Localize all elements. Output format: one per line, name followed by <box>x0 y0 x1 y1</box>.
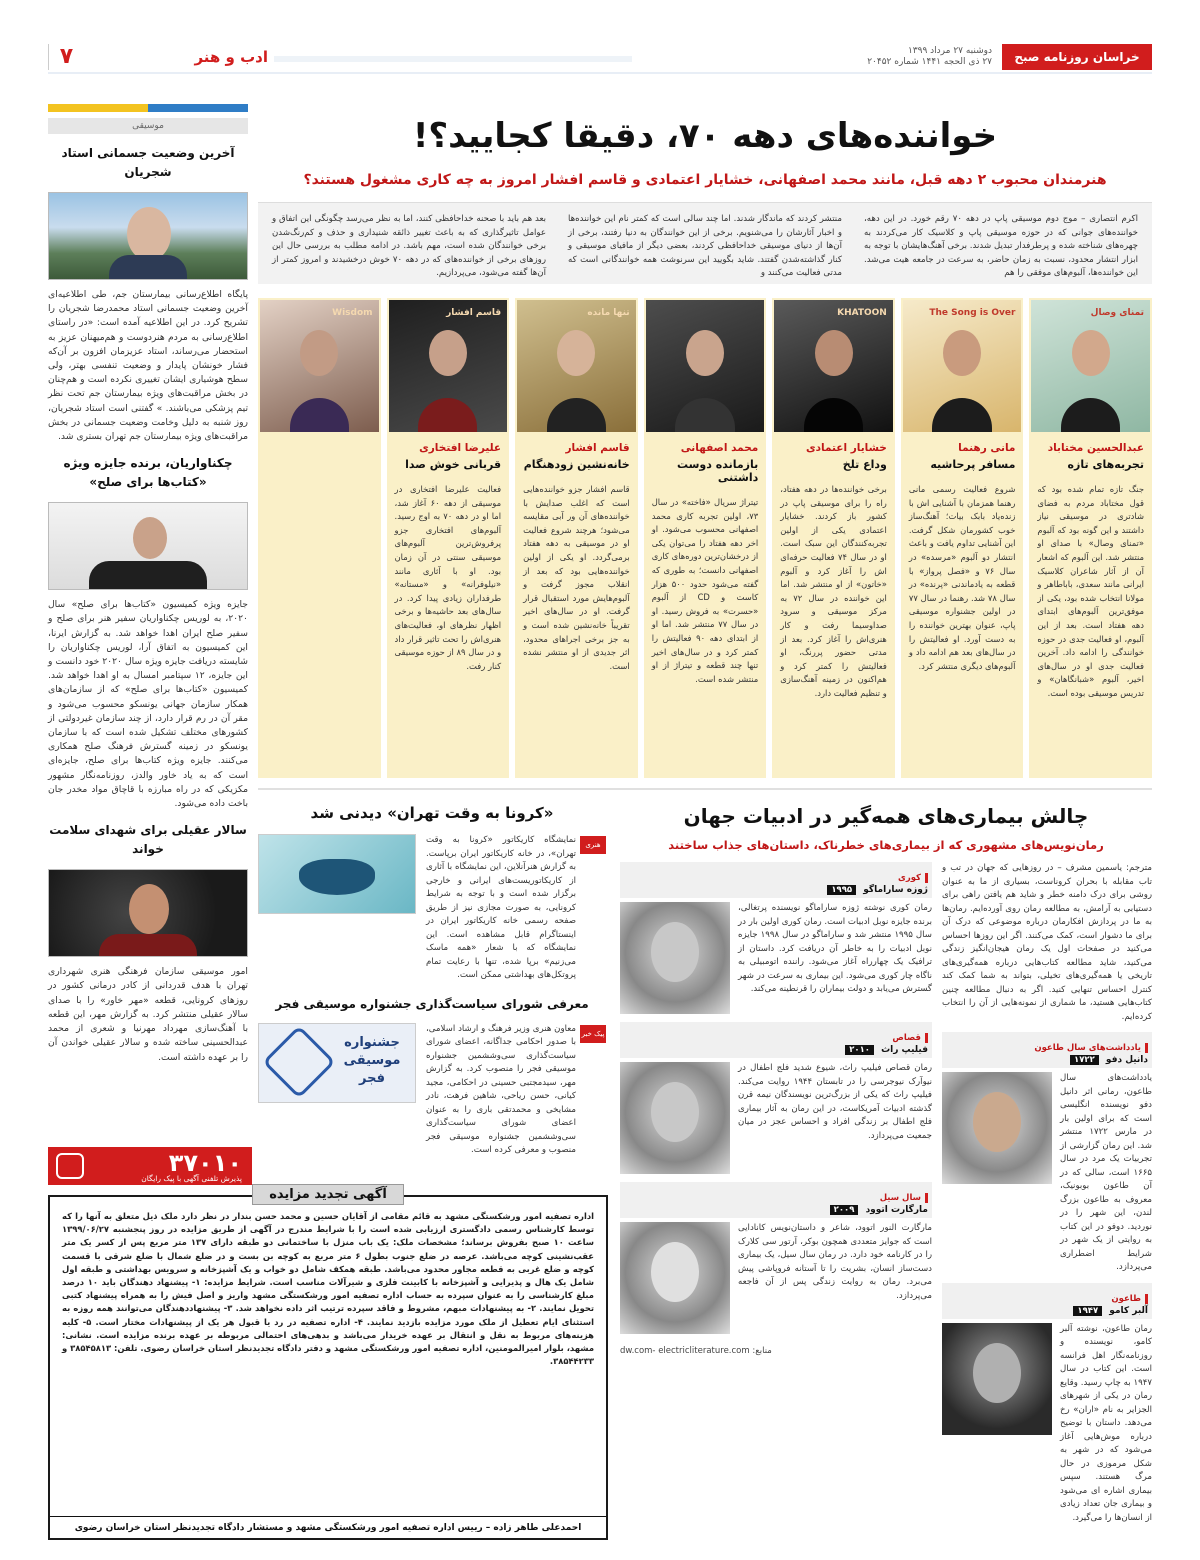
fajr-council-title[interactable]: معرفی شورای سیاست‌گذاری جشنواره موسیقی فجر <box>275 996 589 1011</box>
book-author-name: دانیل دفو <box>1105 1055 1148 1065</box>
telephone-icon <box>56 1153 84 1179</box>
singer-headline: خانه‌نشین زودهنگام <box>523 458 630 471</box>
literature-right-column <box>942 862 1152 1522</box>
story-shajarian-body: پایگاه اطلاع‌رسانی بیمارستان جم، طی اطلاعیه‌ای آخرین وضعیت جسمانی استاد محمدرضا شجریان را تشریح کرد. در این اطلاعیه آمده است: «در راستای اطلاع‌رسانی به مردم هنردوست و هم‌میهنان عزیز به استحضار می‌رساند، استاد عزیزمان افزون بر آن‌که فشار خونشان پایدار و وضعیت تنفسی بهتر، ولی سطح هوشیاری ایشان تغییری نکرده است و هم‌چنان در بخش مراقبت‌های ویژه بیمارستان جم تحت نظر تیم پزشکی می‌باشند. » گفتنی است استاد شجریان، روز شنبه به دلیل وخامت وضعیت جسمانی در بخش مراقبت‌های ویژه بیمارستان جم تهران بستری شد. <box>48 289 248 443</box>
book-description: مارگارت النور اتوود، شاعر و داستان‌نویس کانادایی است که جوایز متعددی همچون بوکر، آرتور سی کلارک را در کارنامه خود دارد. در رمان سال سیل، یک بیماری دست‌ساز انسان، بشریت را تا آستانه فروپاشی پیش می‌برد. رمان به روایت زندگی پس از آن فاجعه می‌پردازد. <box>738 1223 932 1301</box>
literature-subhead: رمان‌نویس‌های مشهوری که از بیماری‌های خطرناک، داستان‌های جذاب ساختند <box>668 838 1104 852</box>
literature-source: منابع: dw.com- electricliterature.com <box>620 1346 772 1356</box>
book-title: یادداشت‌های سال طاعون <box>1034 1043 1148 1053</box>
book-year: ۱۹۹۵ <box>827 885 856 895</box>
phone-ad-subtext: پذیرش تلفنی آگهی با پیک رایگان <box>141 1174 242 1183</box>
book-author-name: مارگارت اتوود <box>865 1205 928 1215</box>
roth-portrait <box>620 1062 730 1174</box>
book-entry[interactable] <box>620 862 932 1014</box>
fajr-council-text: معاون هنری وزیر فرهنگ و ارشاد اسلامی، با صدور احکامی جداگانه، اعضای شورای سیاست‌گذاری سی‌وششمین جشنواره موسیقی فجر را منصوب کرد. به گزارش مهر، سیدمجتبی حسینی در احکامی، مجید کیانی، حسن ریاحی، شاهین فرهت، نادر مشایخی و محمدتقی باری را به عنوان اعضای شورای سیاست‌گذاری سی‌وششمین جشنواره موسیقی فجر منصوب و معرفی کرده است. <box>426 1023 576 1155</box>
singer-card[interactable] <box>901 298 1024 778</box>
singer-headline: قربانی خوش صدا <box>405 458 502 471</box>
book-entry-content <box>942 1323 1152 1526</box>
story-aghili-body: امور موسیقی سازمان فرهنگی هنری شهرداری تهران با هدف قدردانی از کادر درمانی کشور در روزهای کرونایی، قطعه «مهر خاور» را با صدای سالار عقیلی منتشر کرد. به گزارش مهر، این قطعه با آهنگ‌سازی مهرداد مهرنیا و شعری از محمد عبدالحسینی ساخته شده و سالار عقیلی خواندن آن را بر عهده داشته است. <box>48 966 248 1063</box>
phone-ad-number: ۳۷۰۱۰ <box>168 1149 242 1177</box>
singer-body: تیتراژ سریال «فاخته» در سال ۷۳، اولین تجربه کاری محمد اصفهانی محسوب می‌شود. او اخر دهه هفتاد را می‌توان یکی از درخشان‌ترین دوره‌های کاری اصفهانی دانست؛ به طوری که گفته می‌شود حدود ۵۰۰ هزار کاست و CD از آلبوم «حسرت» به فروش رسید. او در سال ۷۷ منتشر شد. اما او از ابتدای دهه ۹۰ فعالیتش را کمتر کرد و در سال‌های اخیر تنها چند قطعه و تیتراژ از او منتشر شده است. <box>651 497 759 684</box>
book-entry-header <box>942 1283 1152 1319</box>
singer-name: عبدالحسین مختاباد <box>1047 442 1144 454</box>
singer-body: قاسم افشار جزو خواننده‌هایی است که اغلب صدایش با خواننده‌های آن ور آبی مقایسه می‌شود؛ هرچند شروع فعالیت او در موسیقی به دهه هفتاد برمی‌گردد. او یکی از اولین خواننده‌هایی بود که بعد از انقلاب مجوز گرفت و آلبوم‌هایش مورد استقبال قرار گرفت. او در سال‌های اخیر تقریباً خانه‌نشین شده است و به جز برخی اجراهای محدود، اثر جدیدی از او منتشر نشده است. <box>523 484 630 671</box>
singer-body: برخی خواننده‌ها در دهه هفتاد، راه را برای موسیقی پاپ در کشور باز کردند. خشایار اعتمادی یکی از اولین تجربه‌کنندگان این سبک است. او در سال ۷۴ فعالیت حرفه‌ای اش را آغاز کرد و آلبوم «خاتون» از او منتشر شد. اما این خواننده در سال ۷۲ به مرکز موسیقی و سرود صداوسیما رفت و کار هنری‌اش را آغاز کرد. بعد از مدتی حضور پررنگ، او فعالیتش را کمتر کرد و هم‌اکنون در زمینه آهنگ‌سازی و تنظیم فعالیت دارد. <box>780 484 887 698</box>
book-entry[interactable] <box>942 1032 1152 1275</box>
singer-body: فعالیت علیرضا افتخاری در موسیقی از دهه ۶۰ آغاز شد، اما او در دهه ۷۰ به اوج رسید. آلبوم‌های افتخاری جزو پرفروش‌ترین آلبوم‌های موسیقی سنتی در آن زمان بود. او با آثاری مانند «نیلوفرانه» و «مستانه» طرفداران زیادی پیدا کرد. در سال‌های بعد حاشیه‌ها و برخی اظهار نظرهای او، فعالیت‌های هنری‌اش را تحت تاثیر قرار داد و در سال ۸۹ از حوزه موسیقی کنار رفت. <box>394 484 502 671</box>
page-header <box>48 44 1152 90</box>
intro-paragraph: بعد هم باید با صحنه خداحافظی کنند، اما به نظر می‌رسد چگونگی این اتفاق و عوامل تاثیرگذاری که به باعث تغییر ذائقه شنیداری و حذف و کم‌رنگ‌شدن برخی خوانندگان شده است، مهم باشد. در ادامه مطلب به بررسی حال این روزهای برخی از خواننده‌های که در دهه ۷۰ خوش درخشیدند و امروز کمتر از آن‌ها گفته می‌شود، می‌پردازیم. <box>272 214 546 278</box>
auction-ad-signature: احمدعلی طاهر زاده – رییس اداره تصفیه امور ورشکستگی مشهد و مستشار دادگاه تجدیدنظر استان خراسان رضوی <box>50 1516 606 1538</box>
corona-exhibit-text: نمایشگاه کاریکاتور «کرونا به وقت تهران»، در خانه کاریکاتور ایران برپاست. به گزارش هنرآنلاین، این نمایشگاه با آثاری از کاریکاتوریست‌های ایرانی و خارجی برگزار شده است و با توجه به شرایط کرونایی، به صورت مجازی نیز از طریق صفحه رسمی خانه کاریکاتور ایران در اینستاگرام قابل مشاهده است. این نمایشگاه که با شعار «همه ماسک می‌زنیم» برپا شده، تنها با رعایت تمام پروتکل‌های بهداشتی ممکن است. <box>426 835 576 980</box>
auction-ad-body: اداره تصفیه امور ورشکستگی مشهد به قائم مقامی از آقایان حسین و محمد حسن بندار در نظر دارد ملک ذیل متعلق به آنها را که توسط کارشناس رسمی دادگستری ارزیابی شده است را با شرایط مندرج در آگهی از طریق مزایده در روز پنجشنبه ۱۳۹۹/۰۶/۲۷ ساعت ۱۰ صبح بفروش برساند؛ مشخصات ملک: یک باب منزل با ساختمانی دو طبقه دارای ۱۳۷ متر مربع پس از کسر یک متر عقب‌نشینی کوچه می‌باشد. عرصه در ضلع جنوب بطول ۶ متر مربع به کوچه بن بست و در ضلع شمال با ضلع شرقی با قسمت کوچه و ضلع غربی به قطعه مجاور محدود می‌باشد. طبقه همکف شامل دو خواب و یک آشپزخانه و سرویس بهداشتی و طبقه اول شامل یک هال و پذیرایی و آشپزخانه با کابینت فلزی و شیرآلات مناسب است. شرایط مزایده: ۱- پیشنهاد دهندگان باید ۱۰ درصد مبلغ کارشناسی را به عنوان سپرده به حساب اداره تصفیه امور ورشکستگی مشهد واریز و اصل فیش را به همراه پیشنهاد کتبی تحویل نمایند. ۲- به پیشنهادات مبهم، مشروط و فاقد سپرده ترتیب اثر داده نخواهد شد. ۳- پیشنهاددهندگان می‌توانند همه روزه به استثنای ایام تعطیل از ملک مورد مزایده بازدید نمایند. ۴- اداره تصفیه در رد یا قبول هر یک از پیشنهادات مختار است. ۵- کلیه هزینه‌های مربوط به نقل و انتقال بر عهده خریدار می‌باشد و بدهی‌های احتمالی مربوطه بر عهده برنده مزایده است. نشانی: مشهد، بلوار امیرالمومنین، اداره تصفیه امور ورشکستگی مشهد و دفتر دادگاه تجدیدنظر استان خراسان رضوی. تلفن: ۳۸۵۴۵۸۱۳ و ۳۸۵۴۴۲۳۳. <box>62 1211 595 1367</box>
literature-intro: مترجم: یاسمین مشرف – در روزهایی که جهان در تب و تاب مقابله با بحران کروناست، بسیاری از ما به عنوان روشی برای درک دامنه خطر و شاید هم یافتن راهی برای دستیابی به آرامش، به مطالعه رمان روی آورده‌ایم. رمان‌ها به ما در پردازش افکارمان درباره موضوعی که درک آن برای ما دشوار است، کمک می‌کنند. اگر این روزها احساس می‌کنید در صفحات اول یک رمان هیجان‌انگیز زندگی می‌کنید، شاید مطالعه کتاب‌هایی درباره همه‌گیری‌های تاریخی یا همه‌گیری‌های تخیلی، بتواند به شما کمک کند کنترل احساس تنهایی کنید. اگر به دنبال مطالعه چنین کتاب‌هایی هستید، ما شماری از نمونه‌هایی از آن را انتخاب کرده‌ایم. <box>942 863 1152 1022</box>
singer-headline <box>258 444 381 452</box>
album-cover-title: قاسم افشار <box>446 308 502 318</box>
auction-ad-header <box>50 1187 606 1202</box>
camus-portrait <box>942 1323 1052 1435</box>
main-feature <box>258 104 1152 284</box>
sidebar-tag: موسیقی <box>48 118 248 134</box>
album-cover-title: The Song is Over <box>929 308 1016 318</box>
book-entry[interactable] <box>620 1022 932 1174</box>
singer-name: مانی رهنما <box>958 442 1016 454</box>
aghili-photo <box>48 869 248 957</box>
main-headline[interactable]: خواننده‌های دهه ۷۰، دقیقا کجایید؟! <box>412 116 998 156</box>
book-year: ۲۰۰۹ <box>830 1205 859 1215</box>
newspaper-brand[interactable]: خراسان روزنامه صبح ایران <box>1002 44 1152 70</box>
singer-name: علیرضا افتخاری <box>419 442 502 454</box>
mask-poster-image <box>258 834 416 914</box>
book-entry-header <box>942 1032 1152 1068</box>
fajr-emblem-icon <box>262 1025 336 1099</box>
shajarian-photo <box>48 192 248 280</box>
book-author <box>624 885 928 895</box>
fajr-logo-text: جشنواره موسیقی فجر <box>343 1034 401 1086</box>
book-title: طاعون <box>1111 1294 1148 1304</box>
news-tag: هنری <box>580 836 606 854</box>
intro-box <box>258 202 1152 284</box>
book-entry-header <box>620 1022 932 1058</box>
album-cover <box>1031 300 1150 432</box>
book-entry-header <box>620 862 932 898</box>
album-cover-title: Wisdom <box>332 308 373 318</box>
date-line-2: ۲۷ ذی الحجه ۱۴۴۱ شماره ۲۰۴۵۲ <box>867 57 992 67</box>
book-year: ۲۰۱۰ <box>845 1045 874 1055</box>
singer-card[interactable] <box>387 298 510 778</box>
album-cover <box>260 300 379 432</box>
singer-headline: تجربه‌های تازه <box>1067 458 1144 471</box>
singer-card[interactable] <box>772 298 895 778</box>
album-cover-title: تمنای وصال <box>1090 308 1144 318</box>
book-author <box>946 1306 1148 1316</box>
album-cover <box>774 300 893 432</box>
intro-paragraph: منتشر کردند که ماندگار شدند. اما چند سالی است که کمتر نام این خواننده‌ها و اخبار آثارشان را می‌شنویم. برخی از این خوانندگان به دنیا رفتند، برخی از آن‌ها از دنیای موسیقی خداحافظی کردند، بعضی دیگر از مافیای موسیقی و کنار گذاشته‌شدن گفتند. شاید بگویید این سرنوشت همه خوانندگانی است که مدتی فعالیت می‌کنند و <box>568 214 842 278</box>
singer-body: جنگ تازه تمام شده بود که قول مختاباد مردم به فضای شادتری در موسیقی نیاز داشتند و این گونه بود که آلبوم «تمنای وصال» با صدای او منتشر شد. این آلبوم که اشعار آن از آثار شاعران کلاسیک ایرانی مانند سعدی، باباطاهر و مولانا انتخاب شده بود، یکی از موفق‌ترین آلبوم‌های ابتدای دهه هفتاد است. بعد از این آلبوم، او فعالیت جدی در حوزه خوانندگی را ادامه داد. آخرین فعالیت جدی او در سال‌های اخیر، آلبوم «شبانگاهان» و تدریس موسیقی بوده است. <box>1037 484 1144 698</box>
header-rule <box>274 56 632 62</box>
album-cover <box>517 300 636 432</box>
book-entry-content <box>620 902 932 1014</box>
fajr-festival-logo <box>258 1023 416 1103</box>
book-author <box>624 1045 928 1055</box>
singer-name: محمد اصفهانی <box>680 442 759 454</box>
story-checknavarian-title[interactable]: چکناواریان، برنده جایزه ویژه «کتاب‌ها برای صلح» <box>63 456 233 490</box>
section-title: ادب و هنر <box>194 48 268 66</box>
book-description: رمان کوری نوشته ژوزه ساراماگو نویسنده پرتغالی، برنده جایزه نوبل ادبیات است. رمان کوری اولین بار در سال ۱۹۹۵ منتشر شد و ساراماگو در سال ۱۹۹۸ جایزه نوبل ادبیات را به خاطر آن دریافت کرد. داستان از ترافیک یک چهارراه آغاز می‌شود. راننده اتومبیلی به ناگاه چار کوری می‌شود. این بیماری به سرعت در شهر گسترش می‌یابد و دولت بیماران را قرنطینه می‌کند. <box>738 903 932 994</box>
album-cover-title: KHATOON <box>837 308 887 318</box>
defoe-portrait <box>942 1072 1052 1184</box>
auction-ad[interactable] <box>48 1187 608 1540</box>
album-cover <box>389 300 508 432</box>
book-entry[interactable] <box>942 1283 1152 1526</box>
phone-ad-banner[interactable] <box>48 1147 252 1185</box>
literature-headline[interactable]: چالش بیماری‌های همه‌گیر در ادبیات جهان <box>683 804 1089 828</box>
album-cover-title: تنها مانده <box>587 308 630 318</box>
book-description: رمان طاعون، نوشته آلبر کامو، نویسنده و روزنامه‌نگار اهل فرانسه است. این کتاب در سال ۱۹۴۷ به چاپ رسید. وقایع رمان در یکی از شهرهای الجزایر به نام «اران» رخ می‌دهد. داستان با توضیح درباره موش‌هایی آغاز می‌شود که در شهر به شکل مرموزی در حال مرگ هستند. سپس بیماری اشاره ای می‌شود و بیماری جان تعداد زیادی از انسان‌ها را می‌گیرد. <box>1060 1323 1152 1523</box>
book-entry[interactable] <box>620 1182 932 1334</box>
story-aghili-title[interactable]: سالار عقیلی برای شهدای سلامت خواند <box>49 823 247 857</box>
intro-paragraph: اکرم انتصاری – موج دوم موسیقی پاپ در دهه ۷۰ رقم خورد. در این دهه، خواننده‌های جوانی که در حوزه موسیقی پاپ و کلاسیک کار می‌کردند به چهره‌های شناخته شده و پرطرفدار تبدیل شدند. برخی آهنگ‌هایشان با توجه به ابزار انتشار محدود، نسبت به زمان حاضر، به سرعت در جامعه هیت می‌شد. این خواننده‌ها، آلبوم‌های موفقی را هم <box>864 214 1138 278</box>
date-line-1: دوشنبه ۲۷ مرداد ۱۳۹۹ <box>907 46 992 56</box>
singer-name: قاسم افشار <box>565 442 630 454</box>
corona-exhibit-row <box>258 834 606 983</box>
singer-body <box>258 452 381 778</box>
album-cover <box>646 300 765 432</box>
news-tag: پیک خبر <box>580 1025 606 1043</box>
singer-card[interactable] <box>258 298 381 778</box>
news-column <box>258 800 606 1170</box>
book-author <box>624 1205 928 1215</box>
book-entry-content <box>942 1072 1152 1275</box>
singer-name <box>258 432 381 444</box>
book-entry-content <box>620 1062 932 1174</box>
singer-headline: بازمانده دوست داشتنی <box>676 458 759 484</box>
singers-grid <box>258 298 1152 778</box>
book-author-name: آلبر کامو <box>1109 1305 1148 1316</box>
story-checknavarian-body: جایزه ویژه کمیسیون «کتاب‌ها برای صلح» سال ۲۰۲۰، به لوریس چکناواریان سفیر هنر برای صلح و سفیر صلح ایران اهدا خواهد شد. به گزارش ایرنا، این کمیسیون به اتفاق آرا، لوریس چکناواریان را شایسته دریافت جایزه ویژه سال ۲۰۲۰ خود دانست و این جایزه، ۱۲ سپتامبر امسال به او اهدا خواهد شد. کمیسیون «کتاب‌ها برای صلح» که از سازمان‌های همکار سازمان جهانی یونسکو محسوب می‌شود و مقر آن در رم قرار دارد، از چند سازمان غیردولتی از کشورهای مختلف تشکیل شده است که با سازمان یونسکو در زمینه گسترش فرهنگ صلح همکاری می‌کنند. جایزه ویژه کتاب‌ها برای صلح، جایزه‌ای است که به یاد خاور والدز، روزنامه‌نگار مشهور مکزیکی که در راه مبارزه با قاچاق مواد مخدر جان باخت داده می‌شود. <box>48 599 248 810</box>
main-subhead: هنرمندان محبوب ۲ دهه قبل، مانند محمد اصفهانی، خشایار اعتمادی و قاسم افشار امروز به چه کاری مشغول هستند؟ <box>303 172 1107 188</box>
book-description: یادداشت‌های سال طاعون، رمانی اثر دانیل دفو نویسنده انگلیسی است که برای اولین بار در مارس ۱۷۲۲ منتشر شد. این رمان گزارشی از تجربیات یک مرد در سال ۱۶۶۵ است، سالی که در آن طاعون بوبونیک، معروف به طاعون بزرگ لندن، این شهر را در نوردید. دوفو در این کتاب به روایتی از یک شهر در شرایط اضطراری می‌پردازد. <box>1060 1073 1152 1272</box>
fajr-council-row <box>258 1023 606 1158</box>
auction-ad-title: آگهی تجدید مزایده <box>252 1184 404 1205</box>
story-shajarian-title[interactable]: آخرین وضعیت جسمانی استاد شجریان <box>61 146 235 179</box>
sidebar-color-stripe <box>48 104 248 112</box>
corona-exhibit-title[interactable]: «کرونا به وقت تهران» دیدنی شد <box>310 804 554 822</box>
singer-body: شروع فعالیت رسمی مانی رهنما همزمان با آشنایی اش با زنده‌یاد بابک بیات؛ آهنگ‌ساز خوب کشورمان شکل گرفت. این آشنایی تداوم یافت و باعث انتشار دو آلبوم «مرسده» در سال ۷۶ و «فصل پرواز» با قطعه به یادماندنی «پرنده» در سال ۷۸ شد. رهنما در سال ۷۷ در اولین جشنواره موسیقی پاپ، عنوان بهترین خواننده را به دست آورد. او فعالیتش را در سال‌های بعد هم ادامه داد و آلبوم‌های دیگری منتشر کرد. <box>908 484 1016 671</box>
date-line <box>867 46 992 68</box>
fajr-council-body <box>426 1023 606 1158</box>
book-title: سال سیل <box>880 1193 928 1203</box>
page-number: ۷ <box>48 44 84 70</box>
singer-name: خشایار اعتمادی <box>806 442 887 454</box>
book-author-name: فیلیپ راث <box>881 1045 928 1055</box>
singer-card[interactable] <box>644 298 767 778</box>
saramago-portrait <box>620 902 730 1014</box>
singer-card[interactable] <box>515 298 638 778</box>
book-title: قصاص <box>892 1033 928 1043</box>
corona-exhibit-body <box>426 834 606 983</box>
singer-headline: مسافر پرحاشیه <box>930 458 1016 471</box>
section-divider <box>258 788 1152 790</box>
checknavarian-photo <box>48 502 248 590</box>
book-description: رمان قصاص فیلیپ راث، شیوع شدید فلج اطفال در نیوآرک نیوجرسی را در تابستان ۱۹۴۴ روایت می‌کند. فیلیپ راث که یکی از بزرگ‌ترین نویسندگان نیمه قرن گذشته ادبیات آمریکاست، در این رمان به آثار بیماری فلج اطفال بر زندگی افراد و احساس عجز در میان جمعیت می‌پردازد. <box>738 1063 932 1141</box>
album-cover <box>903 300 1022 432</box>
book-entry-header <box>620 1182 932 1218</box>
book-year: ۱۹۴۷ <box>1073 1306 1102 1316</box>
literature-feature <box>620 800 1152 1545</box>
book-title: کوری <box>898 873 928 883</box>
sidebar <box>48 104 248 1063</box>
atwood-portrait <box>620 1222 730 1334</box>
book-entry-content <box>620 1222 932 1334</box>
book-author-name: ژوزه ساراماگو <box>863 885 928 895</box>
book-year: ۱۷۲۲ <box>1070 1055 1099 1065</box>
singer-card[interactable] <box>1029 298 1152 778</box>
literature-left-column <box>620 862 932 1522</box>
literature-grid <box>620 862 1152 1522</box>
book-author <box>946 1055 1148 1065</box>
singer-headline: وداع تلخ <box>842 458 887 471</box>
